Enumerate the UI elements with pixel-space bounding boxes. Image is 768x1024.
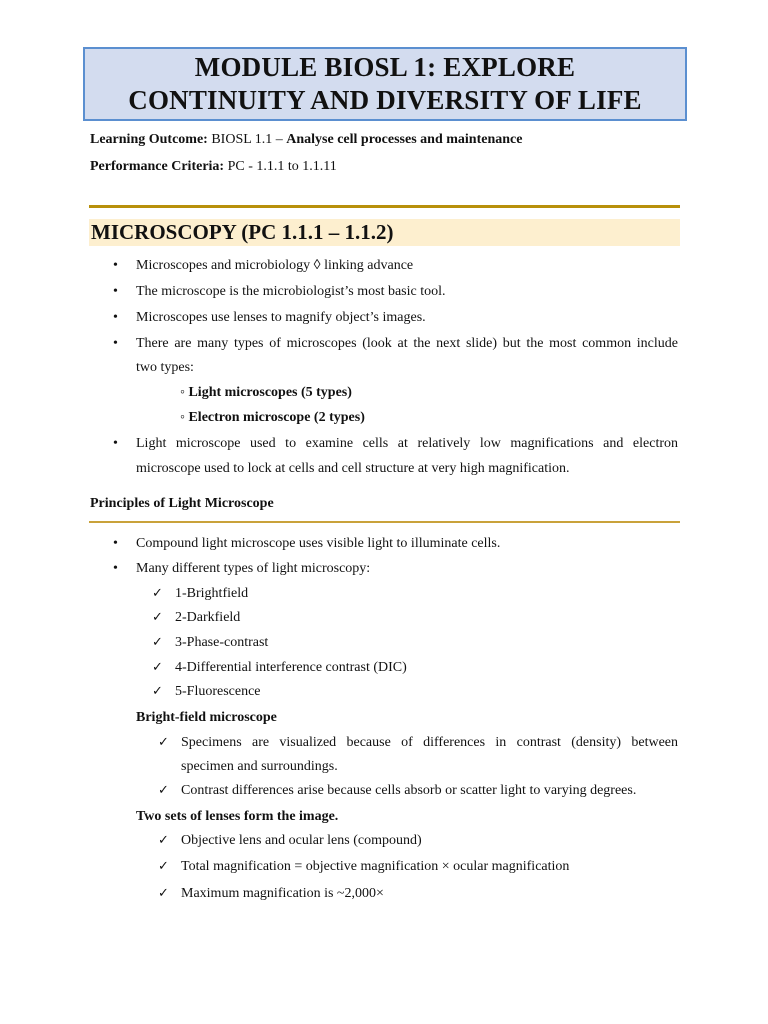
sub-item-electron-microscope: ◦ Electron microscope (2 types) xyxy=(180,410,365,425)
learning-outcome-text: Analyse cell processes and maintenance xyxy=(286,132,523,147)
bullet-icon: • xyxy=(113,258,118,273)
bullet-text: Microscopes and microbiology ◊ linking advance xyxy=(136,258,414,273)
lenses-point: Total magnification = objective magnification × ocular magnification xyxy=(181,859,570,874)
microscopy-type: 2-Darkfield xyxy=(175,610,241,625)
bullet-icon: • xyxy=(113,436,118,451)
principles-heading: Principles of Light Microscope xyxy=(90,496,274,511)
section-heading-band xyxy=(89,219,680,246)
microscopy-type: 1-Brightfield xyxy=(175,586,249,601)
performance-criteria-label: Performance Criteria: xyxy=(90,159,225,174)
module-title-line-1: MODULE BIOSL 1: EXPLORE xyxy=(194,52,576,82)
bullet-text: Many different types of light microscopy: xyxy=(136,561,371,576)
check-icon: ✓ xyxy=(152,660,163,675)
bullet-text-continued: microscope used to lock at cells and cell structure at very high magnification. xyxy=(136,461,570,476)
module-title-line-2: CONTINUITY AND DIVERSITY OF LIFE xyxy=(128,85,642,115)
bullet-icon: • xyxy=(113,336,118,351)
check-icon: ✓ xyxy=(152,684,163,699)
lenses-heading: Two sets of lenses form the image. xyxy=(136,809,339,824)
brightfield-point-continued: specimen and surroundings. xyxy=(181,759,338,774)
brightfield-point: Specimens are visualized because of differences in contrast (density) between xyxy=(181,735,678,750)
learning-outcome-code: BIOSL 1.1 – xyxy=(211,132,283,147)
bullet-text: There are many types of microscopes (look at the next slide) but the most common include xyxy=(136,336,678,351)
check-icon: ✓ xyxy=(152,586,163,601)
bullet-text: Microscopes use lenses to magnify object’s images. xyxy=(136,310,426,325)
check-icon: ✓ xyxy=(158,783,169,798)
bullet-text-continued: two types: xyxy=(136,360,194,375)
learning-outcome xyxy=(90,132,522,148)
bullet-icon: • xyxy=(113,284,118,299)
section-divider xyxy=(89,205,680,208)
bullet-text: Compound light microscope uses visible light to illuminate cells. xyxy=(136,536,501,551)
bullet-icon: • xyxy=(113,561,118,576)
check-icon: ✓ xyxy=(158,735,169,750)
brightfield-point: Contrast differences arise because cells absorb or scatter light to varying degrees. xyxy=(181,783,637,798)
check-icon: ✓ xyxy=(158,859,169,874)
learning-outcome-label: Learning Outcome: xyxy=(90,132,208,147)
module-title-box xyxy=(83,47,687,121)
performance-criteria xyxy=(90,159,337,175)
check-icon: ✓ xyxy=(158,886,169,901)
microscopy-type: 3-Phase-contrast xyxy=(175,635,269,650)
principles-divider xyxy=(89,521,680,523)
performance-criteria-text: PC - 1.1.1 to 1.1.11 xyxy=(227,159,337,174)
microscopy-type: 5-Fluorescence xyxy=(175,684,261,699)
check-icon: ✓ xyxy=(152,610,163,625)
bullet-text: Light microscope used to examine cells at relatively low magnifications and electron xyxy=(136,436,678,451)
sub-item-light-microscopes: ◦ Light microscopes (5 types) xyxy=(180,385,352,400)
lenses-point: Objective lens and ocular lens (compound) xyxy=(181,833,422,848)
microscopy-type: 4-Differential interference contrast (DIC) xyxy=(175,660,407,675)
bullet-icon: • xyxy=(113,536,118,551)
bullet-text: The microscope is the microbiologist’s most basic tool. xyxy=(136,284,446,299)
brightfield-heading: Bright-field microscope xyxy=(136,710,277,725)
check-icon: ✓ xyxy=(158,833,169,848)
lenses-point: Maximum magnification is ~2,000× xyxy=(181,886,384,901)
section-heading: MICROSCOPY (PC 1.1.1 – 1.1.2) xyxy=(91,220,394,244)
check-icon: ✓ xyxy=(152,635,163,650)
bullet-icon: • xyxy=(113,310,118,325)
